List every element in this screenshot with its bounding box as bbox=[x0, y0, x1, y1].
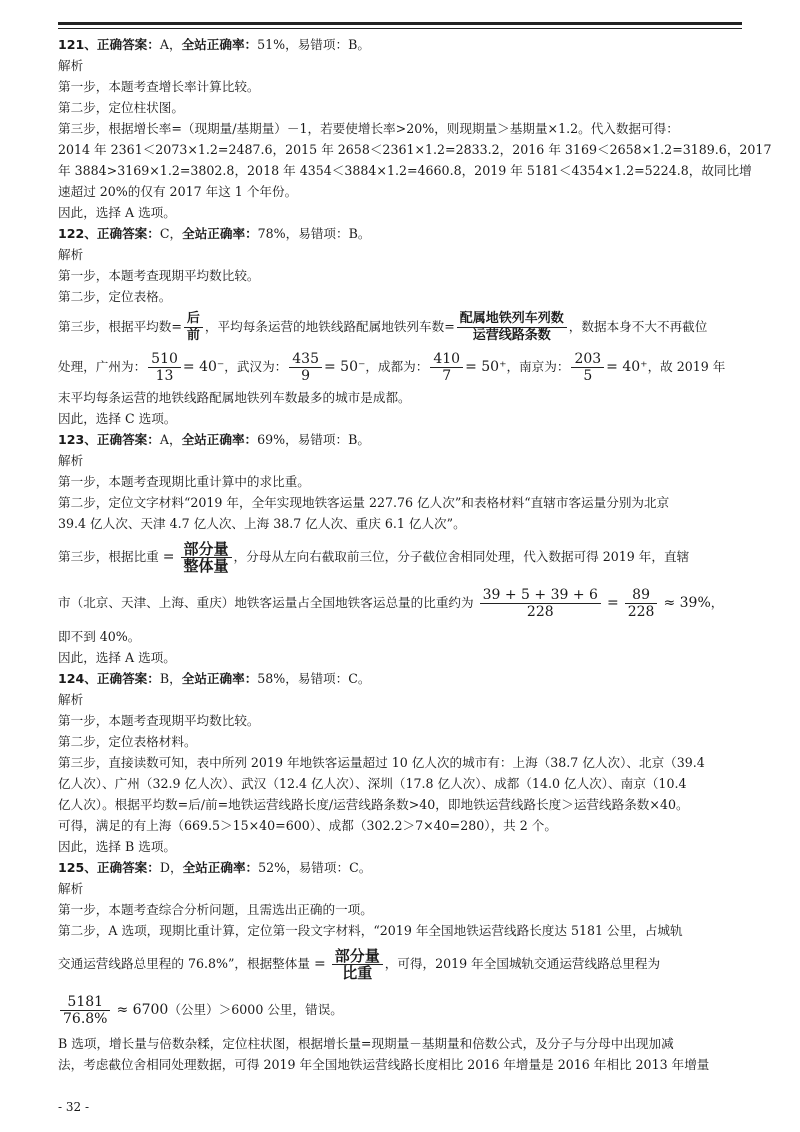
q121-line: 第三步，根据增长率=（现期量/基期量）－1，若要使增长率>20%，则现期量＞基期量×1.2。代入数据可得： bbox=[58, 121, 679, 136]
q124-line: 亿人次）、广州（32.9 亿人次）、武汉（12.4 亿人次）、深圳（17.8 亿人次）、成都（14.0 亿人次）、南京（10.4 bbox=[58, 776, 687, 791]
nanjing-fraction: $\frac{203}{5}$ bbox=[571, 351, 604, 384]
q124-line: 第一步，本题考查现期平均数比较。 bbox=[58, 713, 260, 728]
q125-header: 125、正确答案：D，全站正确率：52%，易错项：C。 bbox=[58, 860, 372, 875]
q121-header: 121、正确答案：A，全站正确率：51%，易错项：B。 bbox=[58, 37, 370, 52]
solution-content bbox=[58, 34, 772, 1075]
q124-line: 第三步，直接读数可知，表中所列 2019 年地铁客运量超过 10 亿人次的城市有：上海（38.7 亿人次）、北京（39.4 bbox=[58, 755, 705, 770]
q121-line: 年 3884>3169×1.2=3802.8，2018 年 4354＜3884×1.2=4660.8，2019 年 5181＜4354×1.2=5224.8，故同比增 bbox=[58, 163, 752, 178]
page-number: - 32 - bbox=[58, 1100, 90, 1114]
chengdu-fraction: $\frac{410}{7}$ bbox=[430, 351, 463, 384]
q121-line: 2014 年 2361＜2073×1.2=2487.6，2015 年 2658＜2361×1.2=2833.2，2016 年 3169＜2658×1.2=3189.6，2017 bbox=[58, 142, 772, 157]
q123-header: 123、正确答案：A，全站正确率：69%，易错项：B。 bbox=[58, 432, 370, 447]
mileage-fraction: $\frac{5181}{76.8\%}$ bbox=[60, 994, 110, 1027]
q121-line: 第二步，定位柱状图。 bbox=[58, 100, 184, 115]
q121-line: 速超过 20%的仅有 2017 年这 1 个年份。 bbox=[58, 184, 298, 199]
q124-line: 亿人次）。根据平均数=后/前=地铁运营线路长度/运营线路条数>40，即地铁运营线路长度＞运营线路条数×40。 bbox=[58, 797, 689, 812]
q121-line: 解析 bbox=[58, 58, 84, 73]
result-fraction: $\frac{89}{228}$ bbox=[625, 587, 658, 620]
q125-step-a: 交通运营线路总里程的 76.8%”，根据整体量 = $\frac{\text{部分量}}{\text{比重}}$ ，可得，2019 年全国城轨交通运营线路总里程为 bbox=[58, 947, 661, 982]
sum-fraction: $\frac{39 + 5 + 39 + 6}{228}$ bbox=[480, 587, 601, 620]
avg-fraction: $\frac{\text{后}}{\text{前}}$ bbox=[184, 311, 203, 344]
total-fraction: $\frac{\text{部分量}}{\text{比重}}$ bbox=[332, 948, 383, 981]
q124-line: 可得，满足的有上海（669.5＞15×40=600）、成都（302.2＞7×40=280），共 2 个。 bbox=[58, 818, 557, 833]
q124-line: 解析 bbox=[58, 692, 84, 707]
q121-line: 第一步，本题考查增长率计算比较。 bbox=[58, 79, 260, 94]
q124-line: 第二步，定位表格材料。 bbox=[58, 734, 197, 749]
q122-line: 第一步，本题考查现期平均数比较。 bbox=[58, 268, 260, 283]
wuhan-fraction: $\frac{435}{9}$ bbox=[289, 351, 322, 384]
q123-line: 即不到 40%。 bbox=[58, 629, 141, 644]
q125-line: 第二步，A 选项，现期比重计算，定位第一段文字材料，“2019 年全国地铁运营线路长度达 5181 公里，占城轨 bbox=[58, 923, 683, 938]
q123-line: 39.4 亿人次、天津 4.7 亿人次、上海 38.7 亿人次、重庆 6.1 亿人次”。 bbox=[58, 516, 466, 531]
trains-per-line-fraction: $\frac{\text{配属地铁列车列数}}{\text{运营线路条数}}$ bbox=[457, 311, 567, 344]
q125-line: B 选项，增长量与倍数杂糅，定位柱状图，根据增长量=现期量－基期量和倍数公式，及分子与分母中出现加减 bbox=[58, 1036, 674, 1051]
q123-line: 第一步，本题考查现期比重计算中的求比重。 bbox=[58, 474, 310, 489]
q121-line: 因此，选择 A 选项。 bbox=[58, 205, 176, 220]
q122-line: 因此，选择 C 选项。 bbox=[58, 411, 177, 426]
q122-line: 第二步，定位表格。 bbox=[58, 289, 172, 304]
q122-line: 解析 bbox=[58, 247, 84, 262]
header-rule-thin bbox=[58, 28, 742, 29]
q122-header: 122、正确答案：C，全站正确率：78%，易错项：B。 bbox=[58, 226, 371, 241]
share-fraction: $\frac{\text{部分量}}{\text{整体量}}$ bbox=[181, 541, 232, 574]
q122-city-values: 处理，广州为： $\frac{510}{13}$ = 40⁻，武汉为： $\frac{435}{9}$ = 50⁻，成都为： $\frac{410}{7}$ = 50⁺，南京为： $\frac{203}{5}$ = 40⁺，故 2019 年 bbox=[58, 351, 726, 384]
q124-line: 因此，选择 B 选项。 bbox=[58, 839, 177, 854]
q123-line: 因此，选择 A 选项。 bbox=[58, 650, 176, 665]
header-rule-thick bbox=[58, 22, 742, 25]
q125-line: 解析 bbox=[58, 881, 84, 896]
q125-line: 法，考虑截位舍相同处理数据，可得 2019 年全国地铁运营线路长度相比 2016 年增量是 2016 年相比 2013 年增量 bbox=[58, 1057, 710, 1072]
q122-line: 末平均每条运营的地铁线路配属地铁列车数最多的城市是成都。 bbox=[58, 390, 411, 405]
q123-step3: 第三步，根据比重 = $\frac{\text{部分量}}{\text{整体量}}$ ，分母从左向右截取前三位，分子截位舍相同处理，代入数据可得 2019 年，直辖 bbox=[58, 540, 690, 575]
q123-line: 第二步，定位文字材料“2019 年，全年实现地铁客运量 227.76 亿人次”和表格材料“直辖市客运量分别为北京 bbox=[58, 495, 670, 510]
q124-header: 124、正确答案：B，全站正确率：58%，易错项：C。 bbox=[58, 671, 371, 686]
q125-calc: $\frac{5181}{76.8\%}$ ≈ 6700（公里）＞6000 公里，错误。 bbox=[58, 987, 748, 1033]
q123-line: 解析 bbox=[58, 453, 84, 468]
q125-line: 第一步，本题考查综合分析问题，且需选出正确的一项。 bbox=[58, 902, 373, 917]
guangzhou-fraction: $\frac{510}{13}$ bbox=[148, 351, 181, 384]
q123-calc: 市（北京、天津、上海、重庆）地铁客运量占全国地铁客运总量的比重约为 $\frac{39 + 5 + 39 + 6}{228}$ = $\frac{89}{228}$ ≈ 39%， bbox=[58, 587, 724, 620]
q122-step3: 第三步，根据平均数= $\frac{\text{后}}{\text{前}}$ ，平均每条运营的地铁线路配属地铁列车数= $\frac{\text{配属地铁列车列数}}{\text{运营线路条数}}$ ，数据本身不大不再截位 bbox=[58, 311, 708, 343]
